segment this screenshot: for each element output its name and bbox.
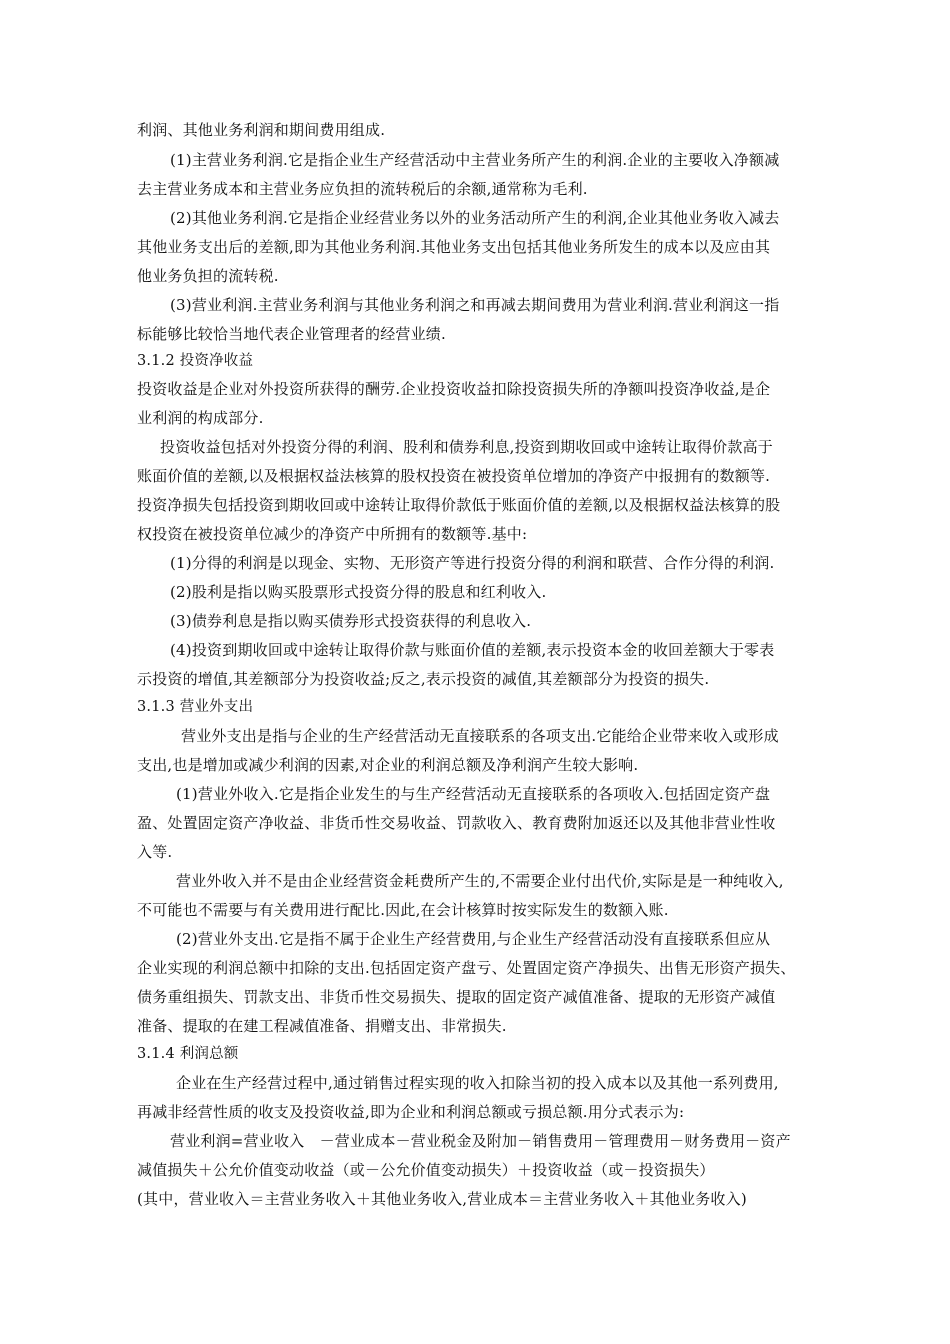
paragraph-line: 账面价值的差额,以及根据权益法核算的股权投资在被投资单位增加的净资产中报拥有的数额等.: [137, 467, 771, 485]
paragraph-line: 去主营业务成本和主营业务应负担的流转税后的余额,通常称为毛利.: [137, 180, 588, 198]
section-heading: 3.1.4 利润总额: [137, 1046, 239, 1062]
paragraph-line: 再减非经营性质的收支及投资收益,即为企业和利润总额或亏损总额.用分式表示为:: [137, 1103, 685, 1121]
formula-line: 营业利润=营业收入 －营业成本－营业税金及附加－销售费用－管理费用－财务费用－资产: [170, 1132, 791, 1150]
paragraph-line: 营业外收入并不是由企业经营资金耗费所产生的,不需要企业付出代价,实际是是一种纯收入,: [176, 872, 784, 890]
paragraph-line: 他业务负担的流转税.: [137, 267, 279, 285]
formula-note: (其中，营业收入＝主营业务收入＋其他业务收入,营业成本＝主营业务收入＋其他业务收入): [137, 1190, 747, 1208]
paragraph-line: (2)营业外支出.它是指不属于企业生产经营费用,与企业生产经营活动没有直接联系但应从: [176, 930, 771, 948]
paragraph-line: 营业外支出是指与企业的生产经营活动无直接联系的各项支出.它能给企业带来收入或形成: [181, 727, 779, 745]
paragraph-line: 企业在生产经营过程中,通过销售过程实现的收入扣除当初的投入成本以及其他一系列费用,: [176, 1074, 779, 1092]
section-heading: 3.1.3 营业外支出: [137, 699, 254, 715]
paragraph-line: 债务重组损失、罚款支出、非货币性交易损失、提取的固定资产减值准备、提取的无形资产减值: [137, 988, 776, 1006]
paragraph-line: 投资净损失包括投资到期收回或中途转让取得价款低于账面价值的差额,以及根据权益法核算的股: [137, 496, 781, 514]
paragraph-line: 示投资的增值,其差额部分为投资收益;反之,表示投资的减值,其差额部分为投资的损失.: [137, 670, 710, 688]
paragraph-line: (1)分得的利润是以现金、实物、无形资产等进行投资分得的利润和联营、合作分得的利润.: [170, 554, 775, 572]
paragraph-line: (4)投资到期收回或中途转让取得价款与账面价值的差额,表示投资本金的收回差额大于零表: [170, 641, 775, 659]
paragraph-line: (3)营业利润.主营业务利润与其他业务利润之和再减去期间费用为营业利润.营业利润这一指: [170, 296, 780, 314]
formula-line: 减值损失＋公允价值变动收益（或－公允价值变动损失）＋投资收益（或－投资损失）: [137, 1161, 715, 1179]
paragraph-line: 盈、处置固定资产净收益、非货币性交易收益、罚款收入、教育费附加返还以及其他非营业性收: [137, 814, 776, 832]
paragraph-line: (3)债券利息是指以购买债券形式投资获得的利息收入.: [170, 612, 532, 630]
paragraph-line: (2)其他业务利润.它是指企业经营业务以外的业务活动所产生的利润,企业其他业务收入减去: [170, 209, 780, 227]
paragraph-line: 投资收益是企业对外投资所获得的酬劳.企业投资收益扣除投资损失所的净额叫投资净收益,是企: [137, 380, 771, 398]
paragraph-line: 不可能也不需要与有关费用进行配比.因此,在会计核算时按实际发生的数额入账.: [137, 901, 669, 919]
paragraph-line: (1)主营业务利润.它是指企业生产经营活动中主营业务所产生的利润.企业的主要收入净额减: [170, 151, 780, 169]
paragraph-line: (2)股利是指以购买股票形式投资分得的股息和红利收入.: [170, 583, 547, 601]
paragraph-line: 准备、提取的在建工程减值准备、捐赠支出、非常损失.: [137, 1017, 507, 1035]
paragraph-line: 其他业务支出后的差额,即为其他业务利润.其他业务支出包括其他业务所发生的成本以及应由其: [137, 238, 771, 256]
paragraph-line: 业利润的构成部分.: [137, 409, 264, 427]
paragraph-line: 标能够比较恰当地代表企业管理者的经营业绩.: [137, 325, 446, 343]
paragraph-line: 利润、其他业务利润和期间费用组成.: [137, 121, 386, 139]
paragraph-line: 权投资在被投资单位减少的净资产中所拥有的数额等.基中:: [137, 525, 528, 543]
paragraph-line: 投资收益包括对外投资分得的利润、股利和债券利息,投资到期收回或中途转让取得价款高于: [160, 438, 773, 456]
section-heading: 3.1.2 投资净收益: [137, 353, 254, 369]
paragraph-line: 入等.: [137, 843, 173, 861]
paragraph-line: (1)营业外收入.它是指企业发生的与生产经营活动无直接联系的各项收入.包括固定资产盘: [176, 785, 771, 803]
paragraph-line: 企业实现的利润总额中扣除的支出.包括固定资产盘亏、处置固定资产净损失、出售无形资产损失、: [137, 959, 796, 977]
paragraph-line: 支出,也是增加或减少利润的因素,对企业的利润总额及净利润产生较大影响.: [137, 756, 639, 774]
